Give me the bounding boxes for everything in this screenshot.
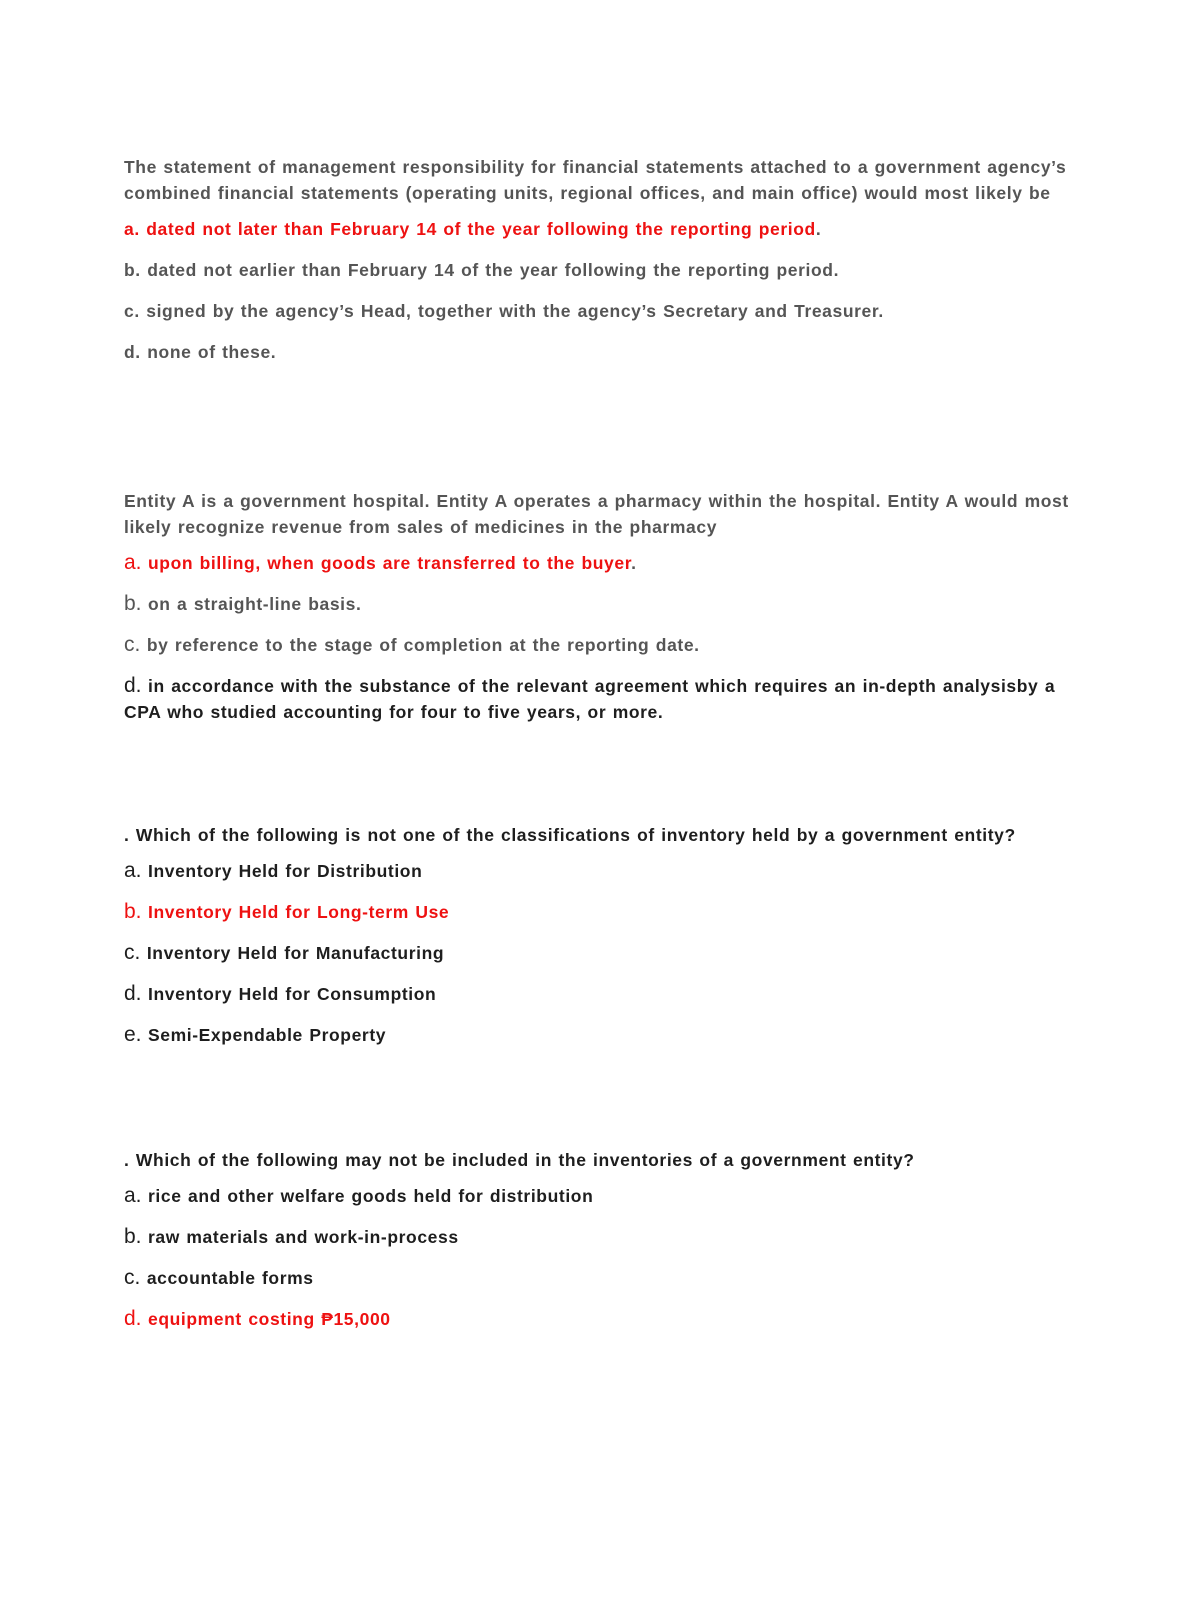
choice-letter: e. <box>124 1023 142 1046</box>
choice-c <box>124 1265 1094 1291</box>
choice-tail: . <box>631 553 637 573</box>
choice-text: upon billing, when goods are transferred to the buyer <box>147 553 632 573</box>
choice-letter: d. <box>124 982 142 1005</box>
question-2 <box>124 488 1094 740</box>
choice-a-correct <box>124 216 1094 242</box>
question-3 <box>124 822 1094 1063</box>
choice-b <box>124 1224 1094 1250</box>
choice-text: in accordance with the substance of the relevant agreement which requires an in-depth analysisby a CPA who studied accounting for four to five years, or more. <box>124 676 1056 722</box>
question-1 <box>124 154 1094 380</box>
choice-text: equipment costing ₱15,000 <box>147 1309 391 1329</box>
choice-a-correct <box>124 550 1094 576</box>
choice-letter: c. <box>124 941 141 964</box>
choice-b <box>124 591 1094 617</box>
choice-text: dated not later than February 14 of the year following the reporting period <box>146 219 816 239</box>
choice-a <box>124 858 1094 884</box>
choice-letter: b. <box>124 592 142 615</box>
choice-letter: c. <box>124 633 141 656</box>
choice-text: raw materials and work-in-process <box>147 1227 459 1247</box>
choice-letter: a. <box>124 1184 142 1207</box>
question-4 <box>124 1147 1094 1347</box>
choice-c <box>124 940 1094 966</box>
question-stem: Entity A is a government hospital. Entity A operates a pharmacy within the hospital. Entity A would most likely recognize revenue from sales of medicines in the pharmacy <box>124 491 1069 537</box>
choice-letter: b. <box>124 260 141 280</box>
choice-text: Inventory Held for Consumption <box>147 984 437 1004</box>
choice-letter: a. <box>124 219 140 239</box>
choice-text: on a straight-line basis. <box>147 594 362 614</box>
choice-text: by reference to the stage of completion at the reporting date. <box>146 635 700 655</box>
choice-letter: a. <box>124 859 142 882</box>
choice-text: Inventory Held for Distribution <box>147 861 423 881</box>
choice-letter: b. <box>124 900 142 923</box>
choice-letter: c. <box>124 301 140 321</box>
choice-text: signed by the agency’s Head, together with the agency’s Secretary and Treasurer. <box>146 301 884 321</box>
choice-text: dated not earlier than February 14 of the year following the reporting period. <box>147 260 840 280</box>
choice-text: Semi-Expendable Property <box>147 1025 387 1045</box>
choice-d <box>124 673 1094 725</box>
choice-d-correct <box>124 1306 1094 1332</box>
choice-letter: b. <box>124 1225 142 1248</box>
question-stem: . Which of the following may not be included in the inventories of a government entity? <box>124 1150 915 1170</box>
choice-letter: d. <box>124 1307 142 1330</box>
choice-d <box>124 981 1094 1007</box>
choice-text: Inventory Held for Manufacturing <box>146 943 445 963</box>
choice-text: none of these. <box>147 342 277 362</box>
choice-letter: a. <box>124 551 142 574</box>
choice-e <box>124 1022 1094 1048</box>
choice-b <box>124 257 1094 283</box>
question-stem: . Which of the following is not one of the classifications of inventory held by a government entity? <box>124 825 1016 845</box>
choice-letter: c. <box>124 1266 141 1289</box>
choice-text: Inventory Held for Long-term Use <box>147 902 450 922</box>
choice-text: rice and other welfare goods held for distribution <box>147 1186 594 1206</box>
choice-c <box>124 632 1094 658</box>
choice-a <box>124 1183 1094 1209</box>
choice-letter: d. <box>124 342 141 362</box>
choice-text: accountable forms <box>146 1268 314 1288</box>
choice-b-correct <box>124 899 1094 925</box>
question-stem: The statement of management responsibility for financial statements attached to a government agency’s combined financial statements (operating units, regional offices, and main office) would most likely be <box>124 157 1067 203</box>
choice-d <box>124 339 1094 365</box>
choice-c <box>124 298 1094 324</box>
choice-letter: d. <box>124 674 142 697</box>
choice-tail: . <box>815 219 822 239</box>
